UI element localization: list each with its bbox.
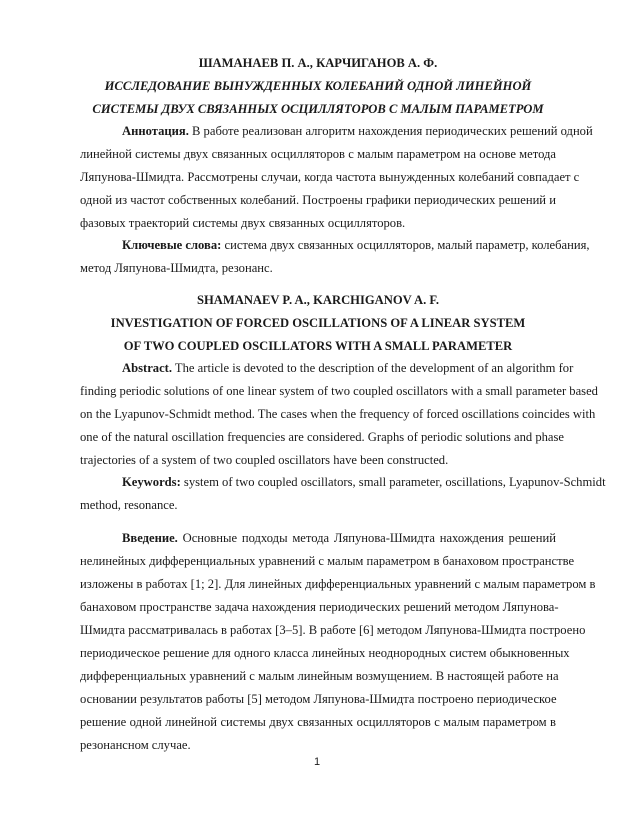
- ru-abstract-line: Аннотация. В работе реализован алгоритм нахождения периодических решений одной: [122, 124, 593, 138]
- page-number: 1: [313, 756, 321, 768]
- ru-abstract-label: Аннотация.: [122, 124, 189, 138]
- ru-abstract-line: Ляпунова-Шмидта. Рассмотрены случаи, когда частота вынужденных колебаний совпадает с: [80, 170, 580, 184]
- ru-title-line: СИСТЕМЫ ДВУХ СВЯЗАННЫХ ОСЦИЛЛЯТОРОВ С МАЛЫМ ПАРАМЕТРОМ: [92, 102, 544, 116]
- en-abstract-line: finding periodic solutions of one linear system of two coupled oscillators with a small parameter based: [80, 384, 598, 398]
- ru-authors: ШАМАНАЕВ П. А., КАРЧИГАНОВ А. Ф.: [198, 56, 438, 70]
- en-abstract-line: Abstract. The article is devoted to the description of the development of an algorithm for: [122, 361, 574, 375]
- en-title-line: INVESTIGATION OF FORCED OSCILLATIONS OF A LINEAR SYSTEM: [110, 316, 526, 330]
- intro-line: дифференциальных уравнений с малым линейным возмущением. В настоящей работе на: [80, 669, 559, 683]
- en-keywords-line: method, resonance.: [80, 498, 178, 512]
- en-abstract-line: trajectories of a system of two coupled oscillators have been constructed.: [80, 453, 449, 467]
- intro-line: периодическое решение для одного класса линейных неоднородных систем обыкновенных: [80, 646, 570, 660]
- intro-label: Введение.: [122, 531, 178, 545]
- ru-abstract-line: одной из частот собственных колебаний. Построены графики периодических решений и: [80, 193, 556, 207]
- ru-title-line: ИССЛЕДОВАНИЕ ВЫНУЖДЕННЫХ КОЛЕБАНИЙ ОДНОЙ ЛИНЕЙНОЙ: [104, 79, 532, 93]
- en-keywords-line: Keywords: system of two coupled oscillators, small parameter, oscillations, Lyapunov-Schmidt: [122, 475, 606, 489]
- ru-abstract-line: фазовых траекторий системы двух связанных осцилляторов.: [80, 216, 406, 230]
- en-authors: SHAMANAEV P. A., KARCHIGANOV A. F.: [196, 293, 440, 307]
- en-abstract-line: one of the natural oscillation frequencies are considered. Graphs of periodic solutions and phase: [80, 430, 564, 444]
- en-abstract-label: Abstract.: [122, 361, 173, 375]
- en-title-line: OF TWO COUPLED OSCILLATORS WITH A SMALL PARAMETER: [123, 339, 513, 353]
- intro-line: решение одной линейной системы двух связанных осцилляторов с малым параметром в: [80, 715, 556, 729]
- ru-keywords-line: метод Ляпунова-Шмидта, резонанс.: [80, 261, 273, 275]
- intro-line: банаховом пространстве задача нахождения периодических решений методом Ляпунова-: [80, 600, 559, 614]
- ru-keywords-line: Ключевые слова: система двух связанных осцилляторов, малый параметр, колебания,: [122, 238, 590, 252]
- ru-keywords-label: Ключевые слова:: [122, 238, 222, 252]
- en-abstract-line: on the Lyapunov-Schmidt method. The cases when the frequency of forced oscillations coincides with: [80, 407, 596, 421]
- intro-line: Введение. Основные подходы метода Ляпунова-Шмидта нахождения решений: [122, 531, 556, 545]
- ru-abstract-line: линейной системы двух связанных осцилляторов с малым параметром на основе метода: [80, 147, 556, 161]
- intro-line: основании результатов работы [5] методом Ляпунова-Шмидта построено периодическое: [80, 692, 557, 706]
- intro-line: Шмидта рассматривалась в работах [3–5]. В работе [6] методом Ляпунова-Шмидта построено: [80, 623, 586, 637]
- intro-line: нелинейных дифференциальных уравнений с малым параметром в банаховом пространстве: [80, 554, 575, 568]
- intro-line: изложены в работах [1; 2]. Для линейных дифференциальных уравнений с малым параметром в: [80, 577, 596, 591]
- en-keywords-label: Keywords:: [122, 475, 181, 489]
- intro-line: резонансном случае.: [80, 738, 191, 752]
